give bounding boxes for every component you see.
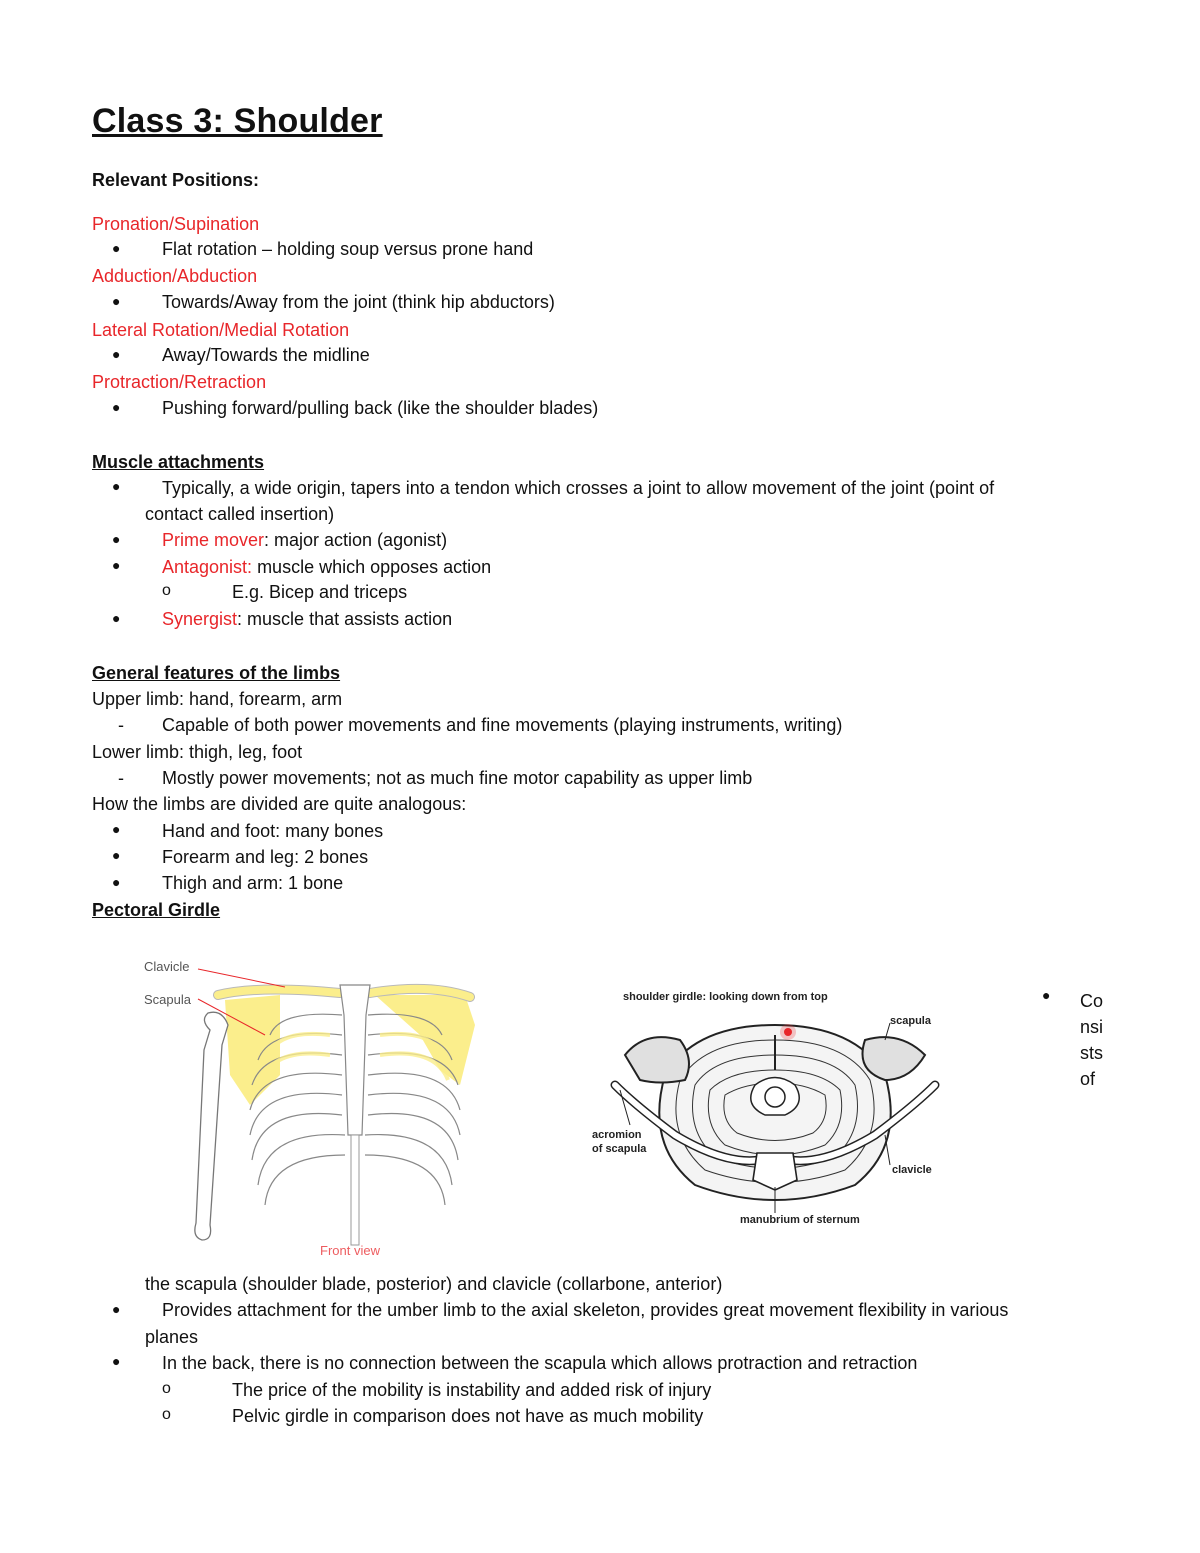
front-view-figure bbox=[130, 955, 510, 1260]
bullet-icon: ● bbox=[112, 346, 121, 362]
muscle-bullet-prime-mover bbox=[162, 530, 447, 551]
consists-part-1: Co bbox=[1080, 991, 1104, 1011]
muscle-bullet-1-line1: Typically, a wide origin, tapers into a tendon which crosses a joint to allow movement of the joint (point of bbox=[162, 478, 995, 498]
consists-continuation: the scapula (shoulder blade, posterior) and clavicle (collarbone, anterior) bbox=[145, 1274, 723, 1294]
term-protraction: Protraction/Retraction bbox=[92, 372, 267, 392]
pectoral-girdle-heading: Pectoral Girdle bbox=[92, 900, 221, 920]
acromion-label-1: acromion bbox=[592, 1129, 642, 1141]
general-features-heading: General features of the limbs bbox=[92, 663, 341, 683]
antagonist-desc: muscle which opposes action bbox=[252, 557, 492, 577]
pectoral-bullet-3: In the back, there is no connection between the scapula which allows protraction and retraction bbox=[162, 1353, 918, 1373]
desc-pronation: Flat rotation – holding soup versus prone hand bbox=[162, 239, 534, 259]
top-view-title: shoulder girdle: looking down from top bbox=[623, 991, 828, 1003]
desc-adduction: Towards/Away from the joint (think hip abductors) bbox=[162, 292, 555, 312]
limb-bullet-1: Hand and foot: many bones bbox=[162, 821, 384, 841]
term-pronation: Pronation/Supination bbox=[92, 214, 260, 234]
clavicle-top-label: clavicle bbox=[892, 1164, 932, 1176]
pectoral-sub-2: Pelvic girdle in comparison does not have as much mobility bbox=[232, 1406, 704, 1426]
upper-limb: Upper limb: hand, forearm, arm bbox=[92, 689, 343, 709]
bullet-icon: ● bbox=[112, 478, 121, 494]
bullet-icon: ● bbox=[112, 293, 121, 309]
lower-limb: Lower limb: thigh, leg, foot bbox=[92, 742, 303, 762]
synergist-desc: : muscle that assists action bbox=[237, 609, 453, 629]
upper-limb-detail: Capable of both power movements and fine movements (playing instruments, writing) bbox=[162, 715, 843, 735]
muscle-bullet-1-line2: contact called insertion) bbox=[145, 504, 335, 524]
antagonist-term: Antagonist: bbox=[162, 557, 253, 577]
dash-icon: - bbox=[118, 715, 124, 735]
bullet-icon: ● bbox=[112, 399, 121, 415]
clavicle-label: Clavicle bbox=[144, 959, 190, 974]
muscle-bullet-antagonist bbox=[162, 557, 491, 578]
limb-bullet-3: Thigh and arm: 1 bone bbox=[162, 873, 344, 893]
bullet-icon: ● bbox=[112, 557, 121, 573]
desc-rotation: Away/Towards the midline bbox=[162, 345, 370, 365]
consists-wrapped-word bbox=[1080, 988, 1103, 1092]
consists-part-2: nsi bbox=[1080, 1017, 1104, 1037]
pectoral-bullet-2-line1: Provides attachment for the umber limb to the axial skeleton, provides great movement flexibility in various bbox=[162, 1300, 1009, 1320]
bullet-icon: ● bbox=[112, 610, 121, 626]
muscle-attachments-heading: Muscle attachments bbox=[92, 452, 265, 472]
pectoral-bullet-2-line2: planes bbox=[145, 1327, 199, 1347]
bullet-icon: ● bbox=[112, 847, 121, 863]
prime-mover-desc: : major action (agonist) bbox=[264, 530, 448, 550]
bullet-icon: ● bbox=[1042, 987, 1051, 1003]
synergist-term: Synergist bbox=[162, 609, 238, 629]
bullet-icon: ● bbox=[112, 531, 121, 547]
limb-bullet-2: Forearm and leg: 2 bones bbox=[162, 847, 369, 867]
antagonist-example: E.g. Bicep and triceps bbox=[232, 582, 408, 602]
pectoral-sub-1: The price of the mobility is instability and added risk of injury bbox=[232, 1380, 712, 1400]
manubrium-label: manubrium of sternum bbox=[740, 1214, 860, 1226]
bullet-icon: ● bbox=[112, 240, 121, 256]
sub-bullet-icon: o bbox=[162, 582, 171, 599]
consists-part-4: of bbox=[1080, 1069, 1096, 1089]
limbs-divided: How the limbs are divided are quite analogous: bbox=[92, 794, 467, 814]
sub-bullet-icon: o bbox=[162, 1406, 171, 1423]
desc-protraction: Pushing forward/pulling back (like the shoulder blades) bbox=[162, 398, 599, 418]
scapula-top-label: scapula bbox=[890, 1015, 931, 1027]
consists-part-3: sts bbox=[1080, 1043, 1104, 1063]
scapula-label: Scapula bbox=[144, 992, 191, 1007]
term-adduction: Adduction/Abduction bbox=[92, 266, 258, 286]
bullet-icon: ● bbox=[112, 1301, 121, 1317]
prime-mover-term: Prime mover bbox=[162, 530, 265, 550]
lower-limb-detail: Mostly power movements; not as much fine motor capability as upper limb bbox=[162, 768, 753, 788]
top-view-figure bbox=[585, 985, 965, 1230]
bullet-icon: ● bbox=[112, 821, 121, 837]
sub-bullet-icon: o bbox=[162, 1380, 171, 1397]
term-rotation: Lateral Rotation/Medial Rotation bbox=[92, 320, 350, 340]
bullet-icon: ● bbox=[112, 874, 121, 890]
acromion-label-2: of scapula bbox=[592, 1143, 647, 1155]
dash-icon: - bbox=[118, 768, 124, 788]
page-title: Class 3: Shoulder bbox=[92, 102, 383, 140]
bullet-icon: ● bbox=[112, 1353, 121, 1369]
muscle-bullet-synergist bbox=[162, 609, 452, 630]
relevant-positions-heading: Relevant Positions: bbox=[92, 170, 260, 190]
front-view-caption: Front view bbox=[320, 1243, 380, 1258]
